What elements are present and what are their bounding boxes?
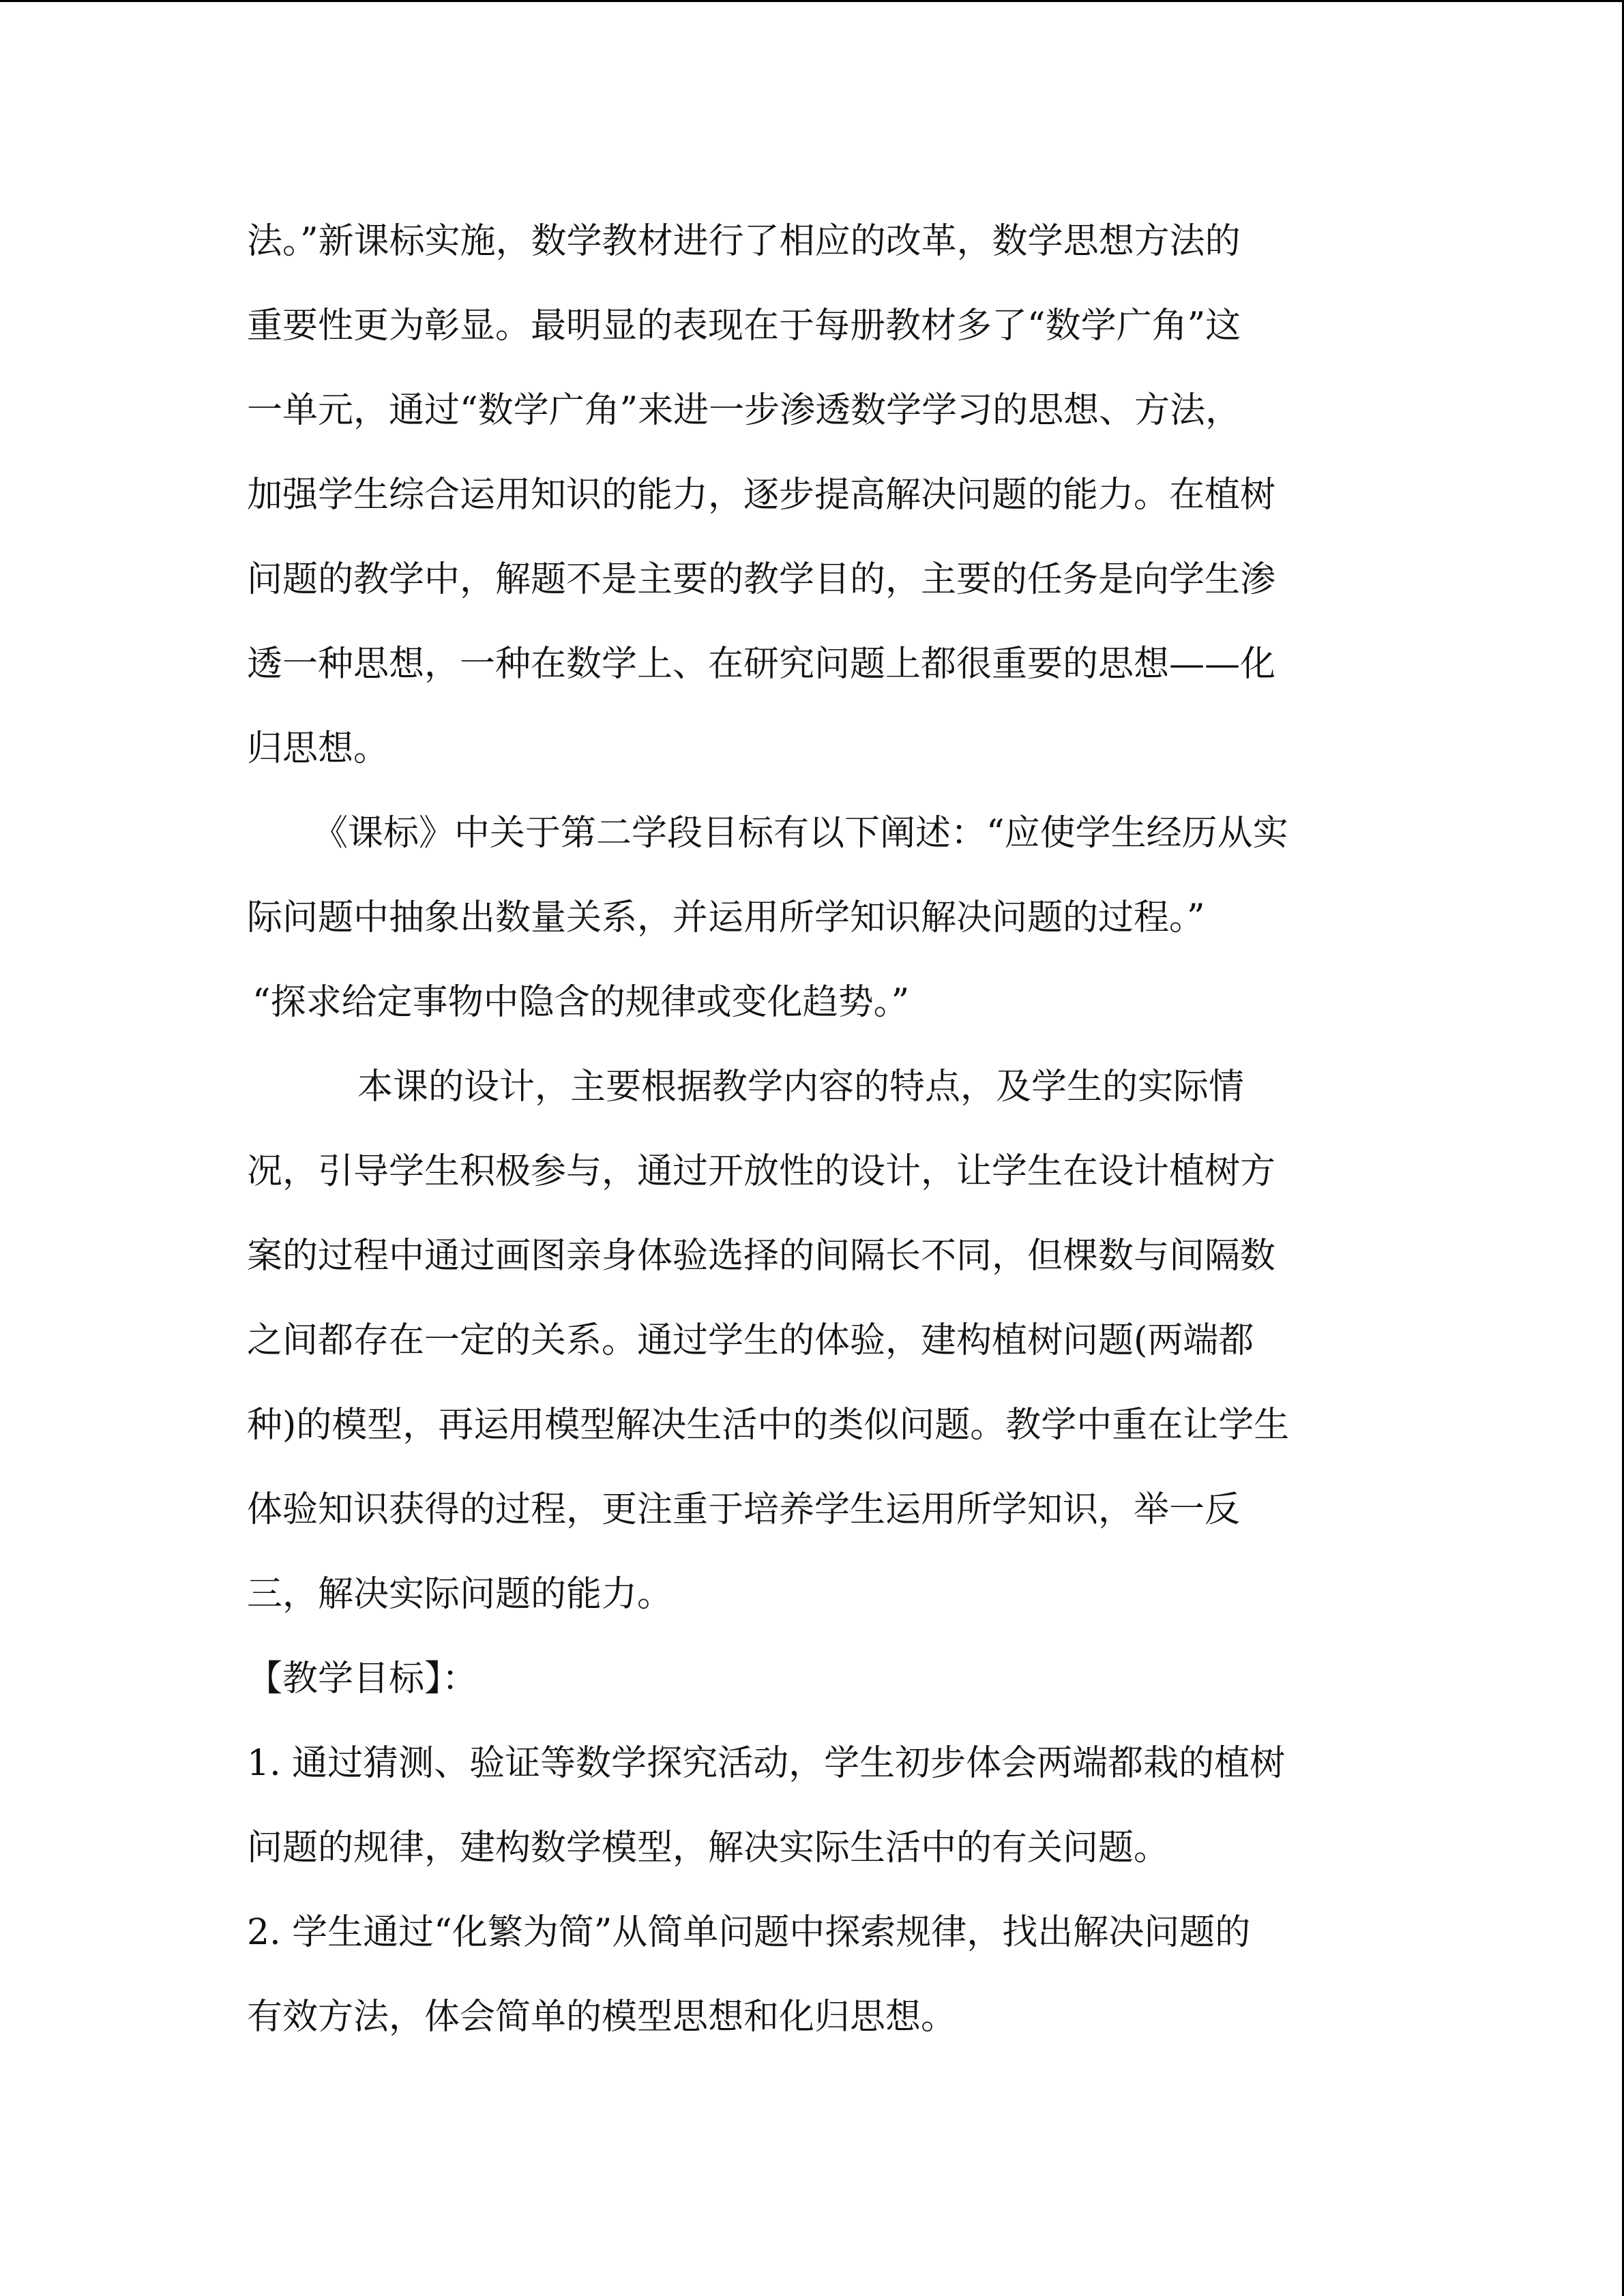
text-line: 体验知识获得的过程，更注重于培养学生运用所学知识，举一反 xyxy=(247,1489,1241,1530)
text-line: 有效方法，体会简单的模型思想和化归思想。 xyxy=(247,1997,957,2038)
text-line: 案的过程中通过画图亲身体验选择的间隔长不同，但棵数与间隔数 xyxy=(247,1236,1276,1277)
text-line: 法。”新课标实施，数学教材进行了相应的改革，数学思想方法的 xyxy=(247,221,1241,262)
text-line: 1. 通过猜测、验证等数学探究活动，学生初步体会两端都栽的植树 xyxy=(247,1743,1286,1784)
text-line: 况，引导学生积极参与，通过开放性的设计，让学生在设计植树方 xyxy=(247,1151,1276,1192)
text-line: 三，解决实际问题的能力。 xyxy=(247,1574,673,1615)
text-line: 种)的模型，再运用模型解决生活中的类似问题。教学中重在让学生 xyxy=(247,1405,1290,1446)
text-line: 《课标》中关于第二学段目标有以下阐述：“应使学生经历从实 xyxy=(312,813,1288,854)
text-line: 之间都存在一定的关系。通过学生的体验，建构植树问题(两端都 xyxy=(247,1320,1254,1361)
text-line: 一单元，通过“数学广角”来进一步渗透数学学习的思想、方法， xyxy=(247,390,1241,431)
text-line: 本课的设计，主要根据教学内容的特点，及学生的实际情 xyxy=(357,1067,1245,1107)
text-line: 问题的教学中，解题不是主要的教学目的，主要的任务是向学生渗 xyxy=(247,559,1276,600)
text-line: 际问题中抽象出数量关系，并运用所学知识解决问题的过程。” xyxy=(247,897,1205,938)
text-line: 加强学生综合运用知识的能力，逐步提高解决问题的能力。在植树 xyxy=(247,475,1276,516)
text-line: 透一种思想，一种在数学上、在研究问题上都很重要的思想——化 xyxy=(247,644,1276,685)
text-line: 重要性更为彰显。最明显的表现在于每册教材多了“数学广角”这 xyxy=(247,305,1241,346)
text-line: 2. 学生通过“化繁为简”从简单问题中探索规律，找出解决问题的 xyxy=(247,1912,1251,1953)
section-heading: 【教学目标】： xyxy=(247,1658,478,1699)
text-line: “探求给定事物中隐含的规律或变化趋势。” xyxy=(252,982,910,1023)
text-line: 归思想。 xyxy=(247,728,389,769)
page-border-top xyxy=(0,0,1624,2)
text-line: 问题的规律，建构数学模型，解决实际生活中的有关问题。 xyxy=(247,1828,1170,1868)
